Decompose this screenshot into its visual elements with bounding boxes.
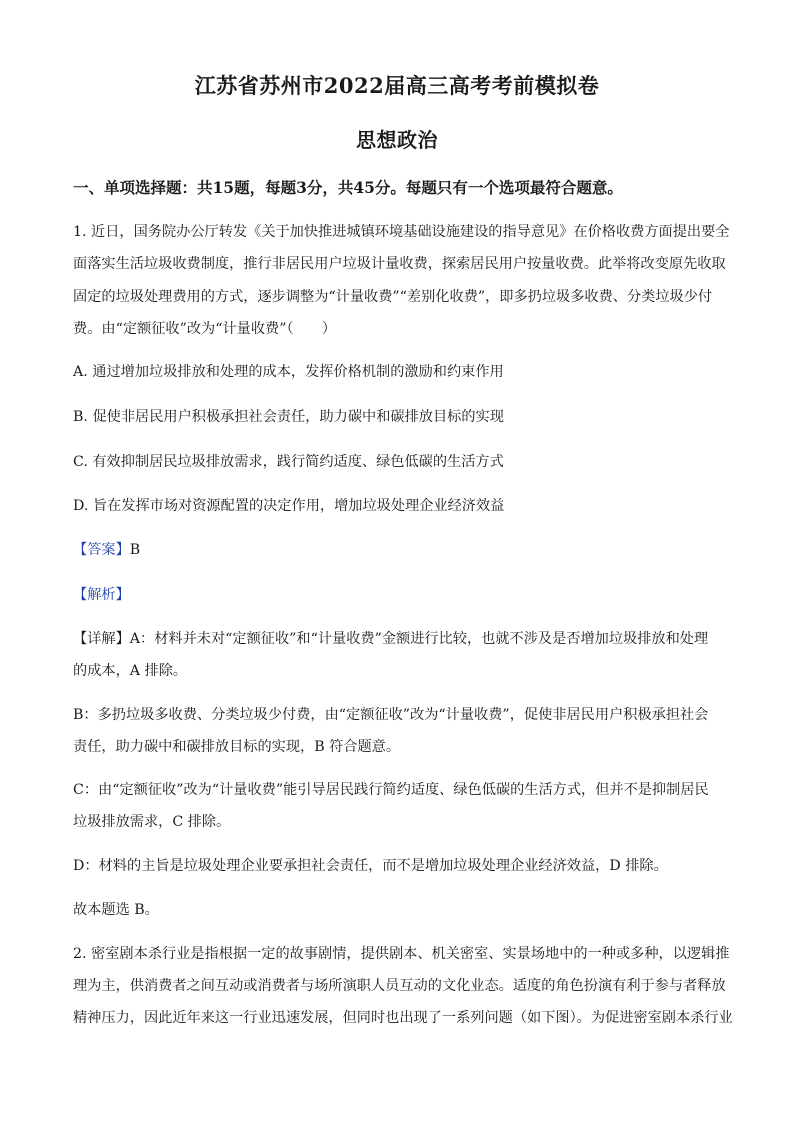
q1-option-c: C. 有效抑制居民垃圾排放需求，践行简约适度、绿色低碳的生活方式	[73, 454, 504, 470]
answer-value: B	[129, 542, 141, 558]
q2-stem-line: 理为主，供消费者之间互动或消费者与场所演职人员互动的文化业态。适度的角色扮演有利于参与者释放	[73, 978, 726, 994]
q1-detail-line: B：多扔垃圾多收费、分类垃圾少付费，由“定额征收”改为“计量收费”，促使非居民用户积极承担社会	[73, 707, 709, 723]
q1-detail-line: 垃圾排放需求，C 排除。	[73, 814, 231, 830]
q1-answer	[73, 539, 733, 559]
q1-option-b: B. 促使非居民用户积极承担社会责任，助力碳中和碳排放目标的实现	[73, 409, 504, 425]
q1-conclusion: 故本题选 B。	[73, 902, 159, 918]
section-heading: 一、单项选择题：共15题，每题3分，共45分。每题只有一个选项最符合题意。	[73, 178, 623, 197]
q1-stem-line: 固定的垃圾处理费用的方式，逐步调整为“计量收费”“差别化收费”，即多扔垃圾多收费、分类垃圾少付	[73, 289, 713, 305]
q2-stem-line: 2. 密室剧本杀行业是指根据一定的故事剧情，提供剧本、机关密室、实景场地中的一种或多种，以逻辑推	[73, 946, 730, 962]
q2-stem-line: 精神压力，因此近年来这一行业迅速发展，但同时也出现了一系列问题（如下图）。为促进密室剧本杀行业	[73, 1010, 733, 1026]
q1-stem-line: 1. 近日，国务院办公厅转发《关于加快推进城镇环境基础设施建设的指导意见》在价格收费方面提出要全	[73, 224, 730, 240]
q1-detail-line: 责任，助力碳中和碳排放目标的实现，B 符合题意。	[73, 739, 401, 755]
q1-stem-line: 面落实生活垃圾收费制度，推行非居民用户垃圾计量收费，探索居民用户按量收费。此举将改变原先收取	[73, 256, 726, 272]
answer-label: 【答案】	[73, 542, 130, 558]
q1-detail-line: D：材料的主旨是垃圾处理企业要承担社会责任，而不是增加垃圾处理企业经济效益，D 排除。	[73, 858, 668, 874]
q1-detail-line	[73, 628, 733, 648]
detail-text: A：材料并未对“定额征收”和“计量收费”金额进行比较，也就不涉及是否增加垃圾排放和处理	[129, 631, 709, 647]
detail-label: 【详解】	[73, 631, 130, 647]
exam-title: 江苏省苏州市2022届高三高考考前模拟卷	[194, 73, 600, 98]
q1-detail-line: C：由“定额征收”改为“计量收费”能引导居民践行简约适度、绿色低碳的生活方式，但并不是抑制居民	[73, 782, 709, 798]
q1-option-a: A. 通过增加垃圾排放和处理的成本，发挥价格机制的激励和约束作用	[73, 364, 504, 380]
q1-option-d: D. 旨在发挥市场对资源配置的决定作用，增加垃圾处理企业经济效益	[73, 498, 505, 514]
q1-stem-line: 费。由“定额征收”改为“计量收费”（ ）	[73, 321, 337, 337]
analysis-label: 【解析】	[73, 587, 130, 603]
subject-title: 思想政治	[356, 128, 438, 152]
q1-detail-line: 的成本，A 排除。	[73, 663, 188, 679]
